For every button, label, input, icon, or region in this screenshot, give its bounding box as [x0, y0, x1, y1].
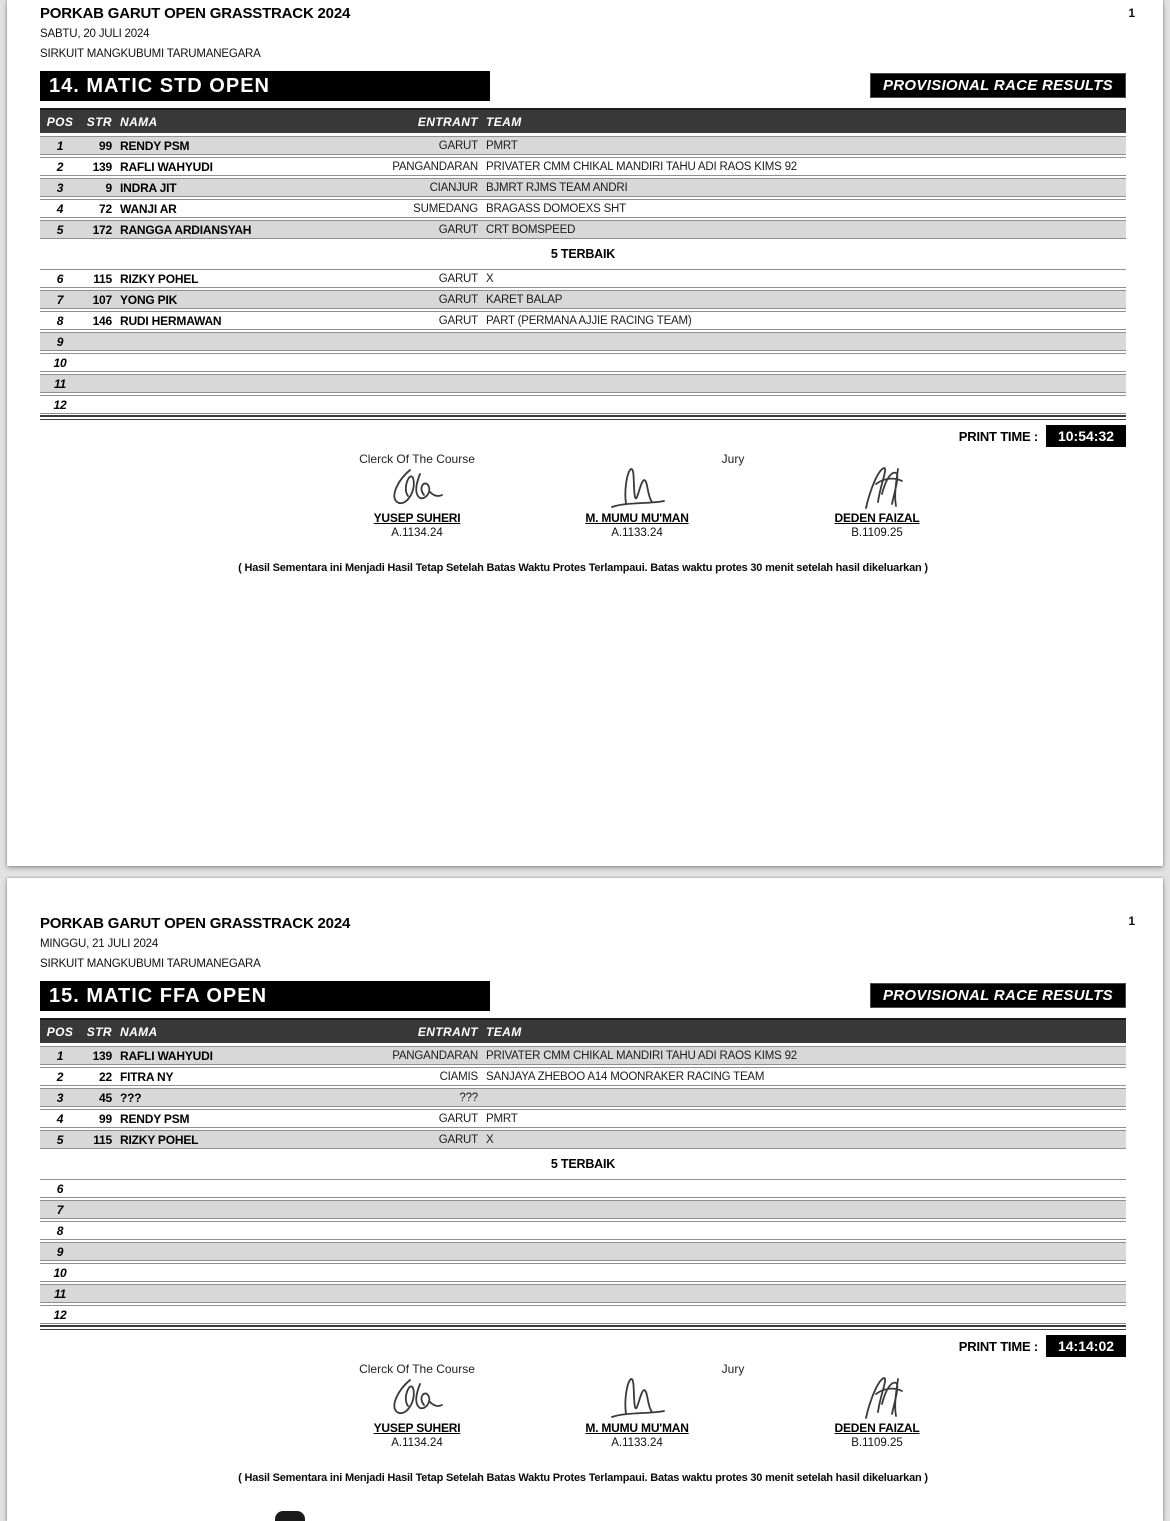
signer-name: YUSEP SUHERI: [373, 511, 461, 525]
cell-pos: 1: [56, 138, 64, 153]
signer-name: M. MUMU MU'MAN: [585, 1421, 689, 1435]
cell-team: PMRT: [486, 1112, 518, 1125]
cell-nama: RANGGA ARDIANSYAH: [120, 222, 252, 237]
print-time-row: [40, 425, 1126, 447]
cell-nama: RENDY PSM: [120, 138, 190, 153]
cell-pos: 6: [56, 1181, 64, 1196]
print-time-label: PRINT TIME :: [958, 428, 1038, 444]
cell-entrant: GARUT: [438, 1133, 478, 1146]
cell-pos: 9: [56, 1244, 64, 1259]
cell-pos: 8: [56, 313, 64, 328]
cell-str: 115: [93, 271, 112, 286]
signature-scribble: [372, 1374, 462, 1420]
event-date: MINGGU, 21 JULI 2024: [40, 938, 159, 950]
cell-str: 139: [92, 1048, 112, 1063]
header-str: STR: [86, 114, 112, 129]
table-header: [40, 108, 1126, 133]
table-row: [40, 136, 1126, 155]
cell-pos: 6: [56, 271, 64, 286]
table-row: [40, 395, 1126, 414]
cell-entrant: GARUT: [438, 293, 478, 306]
table-row: [40, 1046, 1126, 1065]
header-pos: POS: [46, 114, 74, 129]
signer-jury-1: [507, 1374, 767, 1449]
cell-str: 172: [92, 222, 112, 237]
cell-str: 115: [93, 1132, 112, 1147]
cell-pos: 2: [56, 159, 64, 174]
signature-area: [40, 452, 1126, 552]
cell-pos: 7: [56, 1202, 64, 1217]
cell-team: PRIVATER CMM CHIKAL MANDIRI TAHU ADI RAOS KIMS 92: [486, 1049, 797, 1062]
event-title: PORKAB GARUT OPEN GRASSTRACK 2024: [40, 5, 351, 22]
cell-pos: 12: [53, 1307, 67, 1322]
cell-team: BRAGASS DOMOEXS SHT: [486, 202, 626, 215]
table-row: [40, 1067, 1126, 1086]
table-header: [40, 1018, 1126, 1043]
signature-scribble: [372, 464, 462, 510]
table-row: [40, 1263, 1126, 1282]
cell-entrant: CIANJUR: [429, 181, 478, 194]
table-row: [40, 1284, 1126, 1303]
signer-name: M. MUMU MU'MAN: [585, 511, 689, 525]
table-row: [40, 1242, 1126, 1261]
signature-scribble: [832, 1374, 922, 1420]
page-number: 1: [1128, 6, 1135, 20]
signer-jury-1: [507, 464, 767, 539]
header-team: TEAM: [486, 114, 522, 129]
cell-entrant: GARUT: [438, 314, 478, 327]
results-page-matic-ffa: [7, 878, 1163, 1521]
print-time-label: PRINT TIME :: [958, 1338, 1038, 1354]
results-page-matic-std: [7, 0, 1163, 866]
table-row: [40, 1221, 1126, 1240]
section-header: [40, 71, 1126, 101]
header-team: TEAM: [486, 1024, 522, 1039]
print-time-value: 10:54:32: [1046, 425, 1126, 447]
signer-license: A.1134.24: [391, 527, 443, 539]
signer-license: A.1133.24: [611, 527, 663, 539]
cell-pos: 4: [56, 1111, 64, 1126]
cell-team: PMRT: [486, 139, 518, 152]
cell-team: PRIVATER CMM CHIKAL MANDIRI TAHU ADI RAOS KIMS 92: [486, 160, 797, 173]
signer-license: A.1134.24: [391, 1437, 443, 1449]
cell-nama: ???: [120, 1090, 142, 1105]
signer-jury-2: [747, 1374, 1007, 1449]
cell-nama: RAFLI WAHYUDI: [120, 1048, 213, 1063]
cell-pos: 9: [56, 334, 64, 349]
cell-nama: RUDI HERMAWAN: [120, 313, 222, 328]
table-end-line: [40, 415, 1126, 420]
event-venue: SIRKUIT MANGKUBUMI TARUMANEGARA: [40, 958, 261, 970]
table-row: [40, 178, 1126, 197]
results-rows-bottom: [40, 1179, 1126, 1324]
cell-team: BJMRT RJMS TEAM ANDRI: [486, 181, 628, 194]
cell-pos: 12: [53, 397, 67, 412]
table-row: [40, 157, 1126, 176]
cell-nama: RIZKY POHEL: [120, 271, 199, 286]
table-row: [40, 1109, 1126, 1128]
cell-entrant: GARUT: [438, 139, 478, 152]
table-row: [40, 353, 1126, 372]
cell-pos: 7: [56, 292, 64, 307]
cell-str: 72: [99, 201, 112, 216]
class-title-banner: 15. MATIC FFA OPEN: [40, 981, 490, 1011]
cell-nama: YONG PIK: [120, 292, 178, 307]
protest-note: ( Hasil Sementara ini Menjadi Hasil Tetap Setelah Batas Waktu Protes Terlampaui. Batas waktu protes 30 menit setelah hasil dikeluarkan ): [238, 1472, 928, 1484]
cell-entrant: GARUT: [438, 1112, 478, 1125]
cell-str: 139: [92, 159, 112, 174]
table-end-line: [40, 1325, 1126, 1330]
cell-pos: 8: [56, 1223, 64, 1238]
table-row: [40, 374, 1126, 393]
cell-entrant: GARUT: [438, 272, 478, 285]
signature-scribble: [592, 1374, 682, 1420]
signature-area: [40, 1362, 1126, 1462]
print-time-row: [40, 1335, 1126, 1357]
cell-str: 45: [99, 1090, 112, 1105]
cell-pos: 5: [56, 222, 64, 237]
cell-entrant: PANGANDARAN: [392, 160, 478, 173]
cell-pos: 5: [56, 1132, 64, 1147]
signature-scribble: [832, 464, 922, 510]
header-entrant: ENTRANT: [417, 114, 478, 129]
page-content: [7, 878, 1163, 1484]
cell-nama: RAFLI WAHYUDI: [120, 159, 213, 174]
cell-pos: 2: [56, 1069, 64, 1084]
table-row: [40, 1130, 1126, 1149]
clerk-label: Clerck Of The Course: [359, 452, 475, 466]
header-pos: POS: [46, 1024, 74, 1039]
results-rows-top: [40, 136, 1126, 239]
section-header: [40, 981, 1126, 1011]
cell-nama: RENDY PSM: [120, 1111, 190, 1126]
signer-license: B.1109.25: [851, 1437, 903, 1449]
page-number: 1: [1128, 914, 1135, 928]
cell-entrant: SUMEDANG: [413, 202, 478, 215]
five-best-divider: 5 TERBAIK: [550, 1157, 616, 1171]
cell-nama: FITRA NY: [120, 1069, 174, 1084]
event-venue: SIRKUIT MANGKUBUMI TARUMANEGARA: [40, 48, 261, 60]
cut-off-next-section-glyph: [275, 1511, 305, 1521]
signer-name: DEDEN FAIZAL: [834, 511, 920, 525]
jury-label: Jury: [721, 1362, 745, 1376]
cell-team: KARET BALAP: [486, 293, 563, 306]
cell-str: 99: [99, 1111, 112, 1126]
header-nama: NAMA: [120, 1024, 158, 1039]
cell-team: PART (PERMANA AJJIE RACING TEAM): [486, 314, 692, 327]
cell-pos: 4: [56, 201, 64, 216]
table-row: [40, 1200, 1126, 1219]
table-row: [40, 269, 1126, 288]
event-title: PORKAB GARUT OPEN GRASSTRACK 2024: [40, 915, 351, 932]
class-title-banner: 14. MATIC STD OPEN: [40, 71, 490, 101]
page-content: [7, 0, 1163, 574]
cell-pos: 3: [56, 1090, 64, 1105]
signer-jury-2: [747, 464, 1007, 539]
signer-license: A.1133.24: [611, 1437, 663, 1449]
cell-pos: 11: [53, 376, 67, 391]
cell-team: CRT BOMSPEED: [486, 223, 576, 236]
provisional-results-banner: PROVISIONAL RACE RESULTS: [870, 983, 1126, 1008]
cell-pos: 1: [56, 1048, 64, 1063]
cell-entrant: GARUT: [438, 223, 478, 236]
table-row: [40, 290, 1126, 309]
table-row: [40, 220, 1126, 239]
jury-label: Jury: [721, 452, 745, 466]
provisional-results-banner: PROVISIONAL RACE RESULTS: [870, 73, 1126, 98]
cell-entrant: ???: [459, 1091, 478, 1104]
clerk-label: Clerck Of The Course: [359, 1362, 475, 1376]
protest-note: ( Hasil Sementara ini Menjadi Hasil Tetap Setelah Batas Waktu Protes Terlampaui. Batas waktu protes 30 menit setelah hasil dikeluarkan ): [238, 562, 928, 574]
cell-team: X: [486, 1133, 494, 1146]
cell-entrant: CIAMIS: [439, 1070, 478, 1083]
signer-license: B.1109.25: [851, 527, 903, 539]
cell-team: SANJAYA ZHEBOO A14 MOONRAKER RACING TEAM: [486, 1070, 765, 1083]
cell-nama: INDRA JIT: [120, 180, 177, 195]
cell-str: 146: [92, 313, 112, 328]
event-date: SABTU, 20 JULI 2024: [40, 28, 150, 40]
cell-pos: 3: [56, 180, 64, 195]
signature-scribble: [592, 464, 682, 510]
cell-nama: WANJI AR: [120, 201, 177, 216]
table-row: [40, 199, 1126, 218]
print-time-value: 14:14:02: [1046, 1335, 1126, 1357]
cell-str: 107: [92, 292, 112, 307]
signer-name: DEDEN FAIZAL: [834, 1421, 920, 1435]
table-row: [40, 1179, 1126, 1198]
cell-team: X: [486, 272, 494, 285]
table-row: [40, 311, 1126, 330]
results-rows-bottom: [40, 269, 1126, 414]
table-row: [40, 1305, 1126, 1324]
cell-nama: RIZKY POHEL: [120, 1132, 199, 1147]
cell-pos: 11: [53, 1286, 67, 1301]
cell-str: 99: [99, 138, 112, 153]
cell-pos: 10: [53, 355, 67, 370]
cell-pos: 10: [53, 1265, 67, 1280]
header-str: STR: [86, 1024, 112, 1039]
table-row: [40, 1088, 1126, 1107]
table-row: [40, 332, 1126, 351]
cell-entrant: PANGANDARAN: [392, 1049, 478, 1062]
five-best-divider: 5 TERBAIK: [550, 247, 616, 261]
cell-str: 22: [99, 1069, 112, 1084]
signer-name: YUSEP SUHERI: [373, 1421, 461, 1435]
results-rows-top: [40, 1046, 1126, 1149]
cell-str: 9: [105, 180, 112, 195]
header-entrant: ENTRANT: [417, 1024, 478, 1039]
header-nama: NAMA: [120, 114, 158, 129]
